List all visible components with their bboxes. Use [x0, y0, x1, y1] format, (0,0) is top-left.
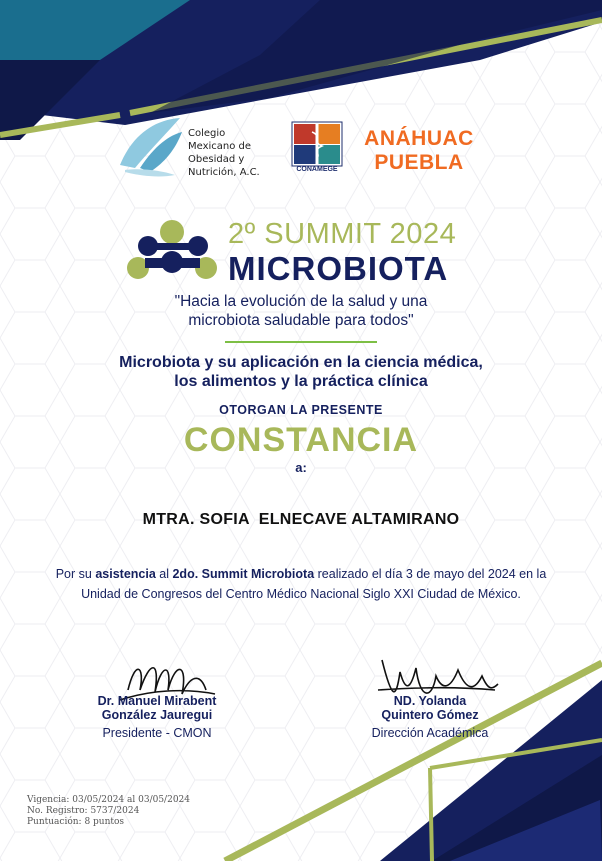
otorgan-text: OTORGAN LA PRESENTE	[219, 403, 383, 417]
cmon-line: Mexicano de	[188, 141, 252, 152]
certificate-body	[46, 565, 556, 604]
signer-name-line-1: Dr. Manuel Mirabent	[97, 694, 217, 708]
summit-title: 2º SUMMIT 2024	[228, 218, 457, 250]
cmon-line: Nutrición, A.C.	[188, 167, 260, 178]
body-mid: al	[155, 567, 173, 581]
signature-block-1	[62, 694, 252, 740]
cmon-line: Colegio	[188, 128, 226, 139]
recipient-name: MTRA. SOFIA ELNECAVE ALTAMIRANO	[142, 511, 460, 528]
certificate-title: CONSTANCIA	[183, 421, 419, 459]
signer-role: Presidente - CMON	[102, 726, 212, 740]
conamege-label: CONAMEGE	[296, 166, 338, 173]
puntuacion: Puntuación: 8 puntos	[27, 817, 125, 827]
event-subtitle	[0, 353, 602, 391]
event-quote	[0, 292, 602, 330]
subtitle-line-2: los alimentos y la práctica clínica	[174, 373, 428, 390]
divider	[225, 341, 377, 343]
signature-block-2	[335, 694, 525, 740]
body-pre: Por su	[55, 567, 96, 581]
cmon-name	[188, 127, 260, 179]
body-post: realizado el día 3 de mayo del 2024 en la Unidad de Congresos del Centro Médico Nacional Siglo XXI Ciudad de México.	[81, 567, 547, 601]
anahuac-logo	[354, 127, 484, 175]
body-bold-2: 2do. Summit Microbiota	[172, 567, 315, 581]
vigencia: Vigencia: 03/05/2024 al 03/05/2024	[27, 795, 190, 805]
to-label: a:	[295, 460, 307, 475]
registro: No. Registro: 5737/2024	[27, 806, 140, 816]
quote-line-2: microbiota saludable para todos"	[188, 312, 414, 329]
anahuac-line-1: ANÁHUAC	[364, 127, 474, 150]
signer-name-line-1: ND. Yolanda	[393, 694, 467, 708]
signer-name-line-2: González Jauregui	[101, 708, 213, 722]
subtitle-line-1: Microbiota y su aplicación en la ciencia médica,	[119, 354, 483, 371]
anahuac-line-2: PUEBLA	[374, 151, 464, 174]
cmon-line: Obesidad y	[188, 154, 245, 165]
conamege-logo-icon	[292, 122, 342, 166]
quote-line-1: "Hacia la evolución de la salud y una	[174, 293, 428, 310]
signer-role: Dirección Académica	[371, 726, 489, 740]
body-bold-1: asistencia	[95, 567, 156, 581]
event-name: MICROBIOTA	[228, 250, 449, 287]
signer-name-line-2: Quintero Gómez	[381, 708, 479, 722]
footer-info	[27, 795, 190, 828]
